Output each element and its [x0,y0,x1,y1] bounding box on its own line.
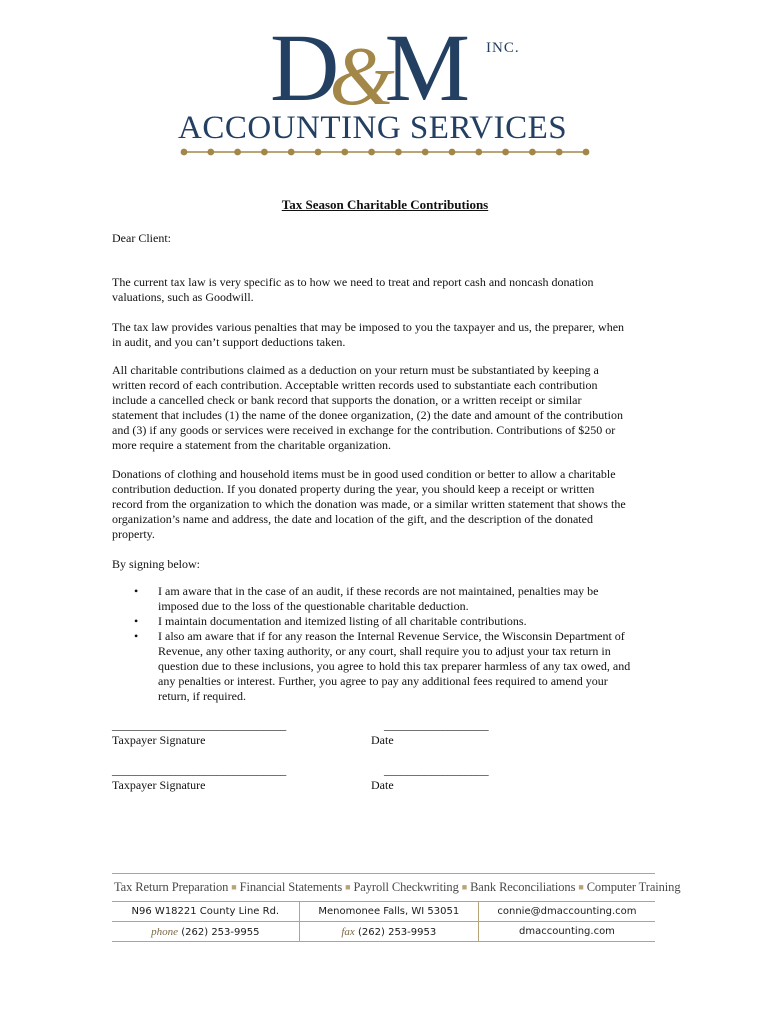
paragraph-line: Donations of clothing and household items must be in good used condition or better to allow a charitable [112,467,616,481]
paragraph-line: record from the organization to which the donation was made, or a similar written statement that shows the [112,497,626,511]
separator-icon: ■ [578,882,584,892]
paragraph-line: organization’s name and address, the date and location of the gift, and the description of the donated [112,512,593,526]
bullet-icon: • [134,629,139,643]
paragraph-3 [112,363,660,453]
paragraph-line: All charitable contributions claimed as a deduction on your return must be substantiated by keeping a [112,363,599,377]
salutation: Dear Client: [112,231,171,245]
chain-bead [261,149,268,156]
list-item [112,629,672,704]
list-item-line: return, if required. [158,689,246,703]
service-item: Payroll Checkwriting [353,880,459,894]
separator-icon: ■ [345,882,351,892]
logo-tagline: ACCOUNTING SERVICES [178,110,568,146]
list-item-line: I am aware that in the case of an audit, if these records are not maintained, penalties may be [158,584,599,598]
service-item: Tax Return Preparation [114,880,229,894]
services-list [112,874,681,901]
list-item [112,614,672,629]
chain-bead [341,149,348,156]
fax-label: fax [341,925,355,938]
document-title: Tax Season Charitable Contributions [281,197,489,212]
chain-bead [449,149,456,156]
paragraph-line: valuations, such as Goodwill. [112,290,254,304]
contact-row [112,902,655,922]
date-label-2: Date [371,778,394,792]
email-link[interactable]: connie@dmaccounting.com [478,902,655,922]
chain-bead [475,149,482,156]
chain-bead [583,149,590,156]
list-item-line: Revenue, any other taxing authority, or any court, shall require you to adjust your tax return in [158,644,611,658]
paragraph-line: in audit, and you can’t support deductions taken. [112,335,346,349]
logo-initial-d: D [270,14,336,121]
chain-bead [234,149,241,156]
paragraph-line: include a cancelled check or bank record that supports the donation, or a written receipt or similar [112,393,582,407]
list-item-line: any penalties or interest. Further, you agree to pay any additional fees required to amend your [158,674,608,688]
paragraph-line: statement that includes (1) the name of the donee organization, (2) the date and amount of the contribution [112,408,623,422]
separator-icon: ■ [231,882,237,892]
chain-bead [502,149,509,156]
paragraph-line: written record of each contribution. Acceptable written records used to substantiate each contribution [112,378,598,392]
chain-bead [368,149,375,156]
street-address: N96 W18221 County Line Rd. [112,902,299,922]
taxpayer-signature-label-2: Taxpayer Signature [112,778,206,792]
chain-bead [529,149,536,156]
service-item: Computer Training [586,880,681,894]
contact-row [112,922,655,942]
phone-number: (262) 253-9955 [181,926,260,938]
letterhead-footer [112,873,681,942]
contact-table [112,901,655,942]
logo-chain-ornament [178,145,592,159]
city-address: Menomonee Falls, WI 53051 [299,902,478,922]
logo-initial-m: M [384,14,467,121]
service-item: Financial Statements [239,880,343,894]
date-line-1[interactable]: __________________ [384,718,489,732]
date-label-1: Date [371,733,394,747]
phone-label: phone [151,925,179,938]
chain-bead [556,149,563,156]
taxpayer-signature-line-1[interactable]: ______________________________ [112,718,287,732]
logo-inc: INC. [486,40,520,56]
paragraph-line: contribution deduction. If you donated property during the year, you should keep a receipt or written [112,482,595,496]
logo-ampersand: & [329,30,391,123]
chain-bead [422,149,429,156]
signing-intro: By signing below: [112,557,201,571]
paragraph-1 [112,275,660,305]
service-item: Bank Reconciliations [470,880,576,894]
chain-bead [181,149,188,156]
list-item-line: I also am aware that if for any reason the Internal Revenue Service, the Wisconsin Department of [158,629,625,643]
paragraph-line: more require a statement from the charitable organization. [112,438,391,452]
acknowledgement-list [112,584,672,704]
paragraph-line: The tax law provides various penalties that may be imposed to you the taxpayer and us, the preparer, when [112,320,625,334]
phone-cell [112,922,299,942]
taxpayer-signature-label-1: Taxpayer Signature [112,733,206,747]
paragraph-2 [112,320,660,350]
bullet-icon: • [134,614,139,628]
website-link[interactable]: dmaccounting.com [478,922,655,942]
taxpayer-signature-line-2[interactable]: ______________________________ [112,763,287,777]
paragraph-line: The current tax law is very specific as to how we need to treat and report cash and noncash donation [112,275,594,289]
chain-bead [315,149,322,156]
list-item-line: question due to these inclusions, you agree to hold this tax preparer harmless of any tax owed, and [158,659,631,673]
logo-monogram [270,14,490,123]
date-line-2[interactable]: __________________ [384,763,489,777]
paragraph-4 [112,467,660,542]
chain-bead [207,149,214,156]
list-item-line: imposed due to the loss of the questionable charitable deduction. [158,599,469,613]
fax-cell [299,922,478,942]
paragraph-line: property. [112,527,155,541]
bullet-icon: • [134,584,139,598]
chain-bead [288,149,295,156]
list-item [112,584,672,614]
list-item-line: I maintain documentation and itemized listing of all charitable contributions. [158,614,527,628]
chain-bead [395,149,402,156]
paragraph-line: and (3) if any goods or services were received in exchange for the contribution. Contributions of $250 or [112,423,616,437]
separator-icon: ■ [461,882,468,892]
fax-number: (262) 253-9953 [358,926,437,938]
